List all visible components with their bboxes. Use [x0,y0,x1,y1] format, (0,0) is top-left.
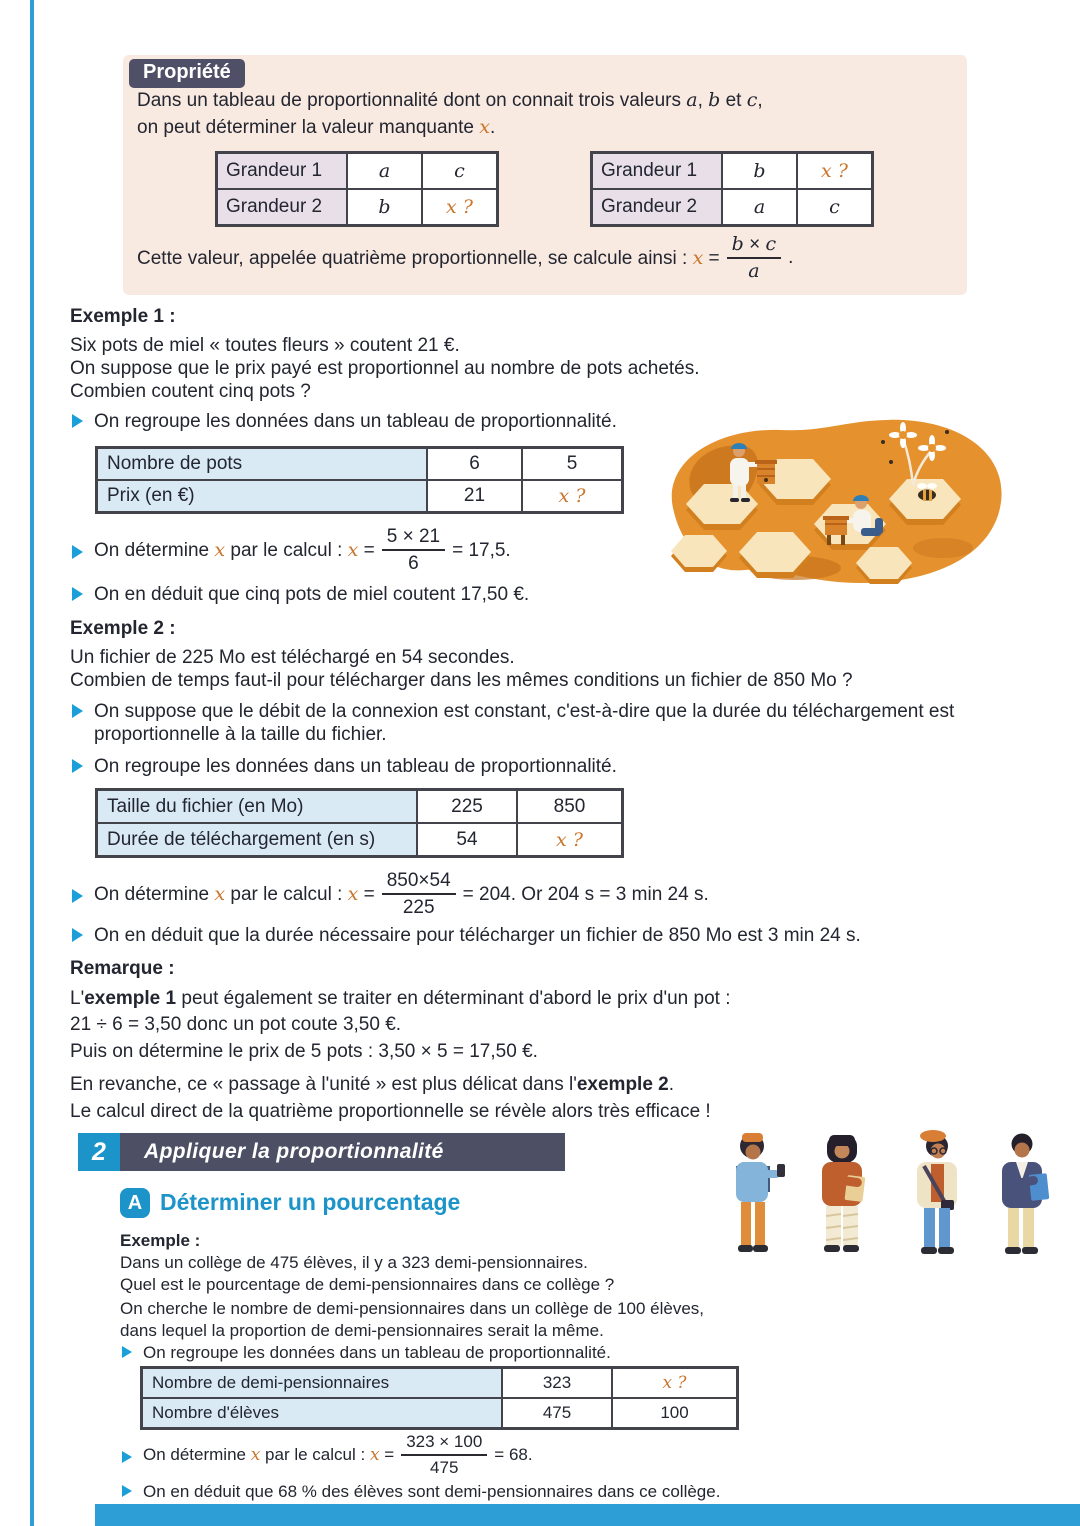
table-cell: c [422,153,497,189]
remarque-p3: Puis on détermine le prix de 5 pots : 3,50 × 5 = 17,50 €. [70,1041,538,1062]
table-cell: b [347,189,422,225]
table-cell: Grandeur 2 [217,189,347,225]
fraction-numerator: 5 × 21 [382,525,445,551]
pourcentage-bullet-deduit: On en déduit que 68 % des élèves sont demi-pensionnaires dans ce collège. [122,1481,720,1503]
exemple2-calc: On détermine x par le calcul : x = $\frac{850\times 54}{225}$ = 204. Or 204 s = 3 min 24 s. [72,866,709,922]
table-cell: Taille du fichier (en Mo) [97,790,417,823]
exemple1-line1: Six pots de miel « toutes fleurs » coutent 21 €. [70,335,460,356]
grandeur-table-left [215,151,499,227]
table-cell: b [722,153,797,189]
table-cell: Grandeur 1 [217,153,347,189]
table-cell: 850 [517,790,622,823]
table-cell: Prix (en €) [97,480,427,512]
exemple1-table [95,446,624,514]
four-students-illustration [700,1120,1075,1268]
student-2 [822,1135,865,1252]
property-text-line2: on peut déterminer la valeur manquante x. [137,116,496,138]
table-cell: 21 [427,480,522,512]
grandeur-table-right [590,151,874,227]
table-cell: 6 [427,448,522,480]
remarque-p1: L'exemple 1 peut également se traiter en déterminant d'abord le prix d'un pot : [70,988,731,1009]
pourcentage-line4: dans lequel la proportion de demi-pensionnaires serait la même. [120,1321,604,1340]
calc-fraction [382,869,456,919]
page-bottom-bar [95,1504,1080,1526]
table-cell: 475 [502,1398,612,1428]
table-cell: c [797,189,872,225]
bullet-triangle-icon [72,704,83,718]
bullet-triangle-icon [72,414,83,428]
table-cell: a [722,189,797,225]
table-cell: Grandeur 2 [592,189,722,225]
table-cell: Grandeur 1 [592,153,722,189]
exemple1-bullet-regroupe: On regroupe les données dans un tableau de proportionnalité. [72,410,617,433]
table-cell: Nombre d'élèves [142,1398,502,1428]
subsection-title: Déterminer un pourcentage [160,1189,461,1215]
pourcentage-bullet-regroupe: On regroupe les données dans un tableau de proportionnalité. [122,1342,611,1364]
pourcentage-table [140,1366,739,1430]
table-cell-missing-value: x ? [517,823,622,856]
bullet-triangle-icon [72,759,83,773]
bullet-triangle-icon [122,1485,132,1497]
section-number-badge: 2 [78,1133,120,1171]
table-cell: 54 [417,823,517,856]
fraction-numerator: 323 × 100 [401,1431,487,1456]
table-cell: Nombre de demi-pensionnaires [142,1368,502,1398]
table-cell: 5 [522,448,622,480]
table-cell: 225 [417,790,517,823]
student-3 [917,1130,957,1254]
table-cell: 100 [612,1398,737,1428]
page-edge-line [30,0,34,1526]
exemple1-heading: Exemple 1 : [70,306,176,327]
exemple1-calc: On détermine x par le calcul : x = $\frac{5 \times 21}{6}$ = 17,5. [72,522,511,578]
table-cell: 323 [502,1368,612,1398]
exemple2-bullet-regroupe: On regroupe les données dans un tableau de proportionnalité. [72,755,617,778]
table-cell-missing-value: x ? [522,480,622,512]
pourcentage-calc: On détermine x par le calcul : x = $\frac{323 \times 100}{475}$ = 68. [122,1430,533,1480]
table-cell: Nombre de pots [97,448,427,480]
fraction-denominator: a [748,260,760,282]
exemple2-table [95,788,624,858]
exemple2-bullet-deduit: On en déduit que la durée nécessaire pour télécharger un fichier de 850 Mo est 3 min 24 s. [72,924,861,947]
pourcentage-heading: Exemple : [120,1231,201,1250]
student-4 [1002,1134,1049,1255]
table-cell-missing-value: x ? [422,189,497,225]
pourcentage-line2: Quel est le pourcentage de demi-pensionnaires dans ce collège ? [120,1275,615,1294]
pourcentage-line3: On cherche le nombre de demi-pensionnaires dans un collège de 100 élèves, [120,1299,705,1318]
formula-text: Cette valeur, appelée quatrième proportionnelle, se calcule ainsi : x = [137,246,720,269]
bullet-triangle-icon [72,889,83,903]
bullet-triangle-icon [72,928,83,942]
bullet-triangle-icon [72,545,83,559]
calc-fraction [401,1431,487,1479]
exemple2-line2: Combien de temps faut-il pour télécharger dans les mêmes conditions un fichier de 850 Mo ? [70,670,853,691]
exemple2-heading: Exemple 2 : [70,618,176,639]
remarque-heading: Remarque : [70,958,175,979]
section-title-bar: Appliquer la proportionnalité [120,1133,565,1171]
table-cell: a [347,153,422,189]
student-1 [736,1133,785,1252]
fourth-proportional-formula [137,227,793,289]
bullet-triangle-icon [122,1346,132,1358]
exemple2-bullet-debit: On suppose que le débit de la connexion est constant, c'est-à-dire que la durée du téléchargement est proportionnelle à la taille du fichier. [72,700,1017,746]
table-cell-missing-value: x ? [797,153,872,189]
property-box-label: Propriété [129,59,245,88]
bullet-triangle-icon [122,1451,132,1463]
fraction-denominator: 475 [430,1458,459,1477]
exemple1-line2: On suppose que le prix payé est proportionnel au nombre de pots achetés. [70,358,700,379]
property-box [123,55,967,295]
exemple1-line3: Combien coutent cinq pots ? [70,381,311,402]
formula-fraction [727,233,781,283]
formula-period: . [788,247,794,268]
beekeeping-honeycomb-illustration [645,390,1015,598]
pourcentage-line1: Dans un collège de 475 élèves, il y a 323 demi-pensionnaires. [120,1253,588,1272]
fraction-denominator: 6 [408,553,419,574]
table-cell-missing-value: x ? [612,1368,737,1398]
fraction-numerator: b × c [727,233,781,259]
property-text-line1: Dans un tableau de proportionnalité dont on connait trois valeurs a, b et c, [137,89,763,111]
table-cell: Durée de téléchargement (en s) [97,823,417,856]
exemple1-bullet-deduit: On en déduit que cinq pots de miel coutent 17,50 €. [72,583,529,606]
subsection-letter-badge: A [120,1188,150,1218]
fraction-numerator: 850×54 [382,869,456,895]
fraction-denominator: 225 [402,897,435,918]
remarque-p4: En revanche, ce « passage à l'unité » est plus délicat dans l'exemple 2. [70,1074,675,1095]
calc-fraction [382,525,445,575]
remarque-p5: Le calcul direct de la quatrième proportionnelle se révèle alors très efficace ! [70,1101,711,1122]
exemple2-line1: Un fichier de 225 Mo est téléchargé en 54 secondes. [70,647,515,668]
bullet-triangle-icon [72,587,83,601]
remarque-p2: 21 ÷ 6 = 3,50 donc un pot coute 3,50 €. [70,1014,402,1035]
beehive [755,460,777,484]
